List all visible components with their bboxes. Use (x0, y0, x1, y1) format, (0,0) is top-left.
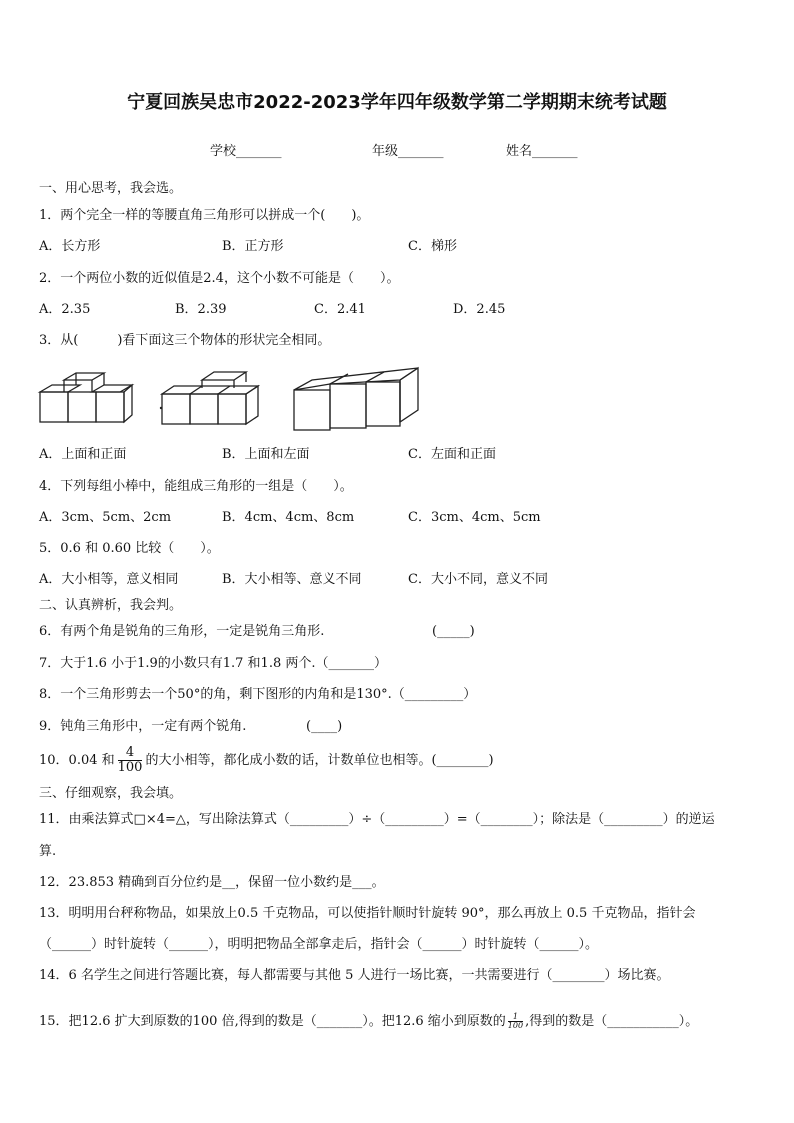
q3-option-a: A．上面和正面 (39, 447, 127, 462)
q15-numerator: 1 (508, 1013, 523, 1022)
q5-option-c: C．大小不同，意义不同 (408, 572, 548, 587)
q5-option-a: A．大小相等，意义相同 (39, 572, 179, 587)
q4-option-c: C．3cm、4cm、5cm (408, 510, 541, 525)
question-13-line-1: 13．明明用台秤称物品，如果放上0.5 千克物品，可以使指针顺时针旋转 90°，那么再放上 0.5 千克物品，指针会 (39, 906, 696, 921)
question-10 (39, 744, 494, 778)
q15-prefix: 15．把12.6 扩大到原数的100 倍,得到的数是（_______）。把12.6 缩小到原数的 (39, 1014, 506, 1029)
question-1: 1．两个完全一样的等腰直角三角形可以拼成一个( )。 (39, 208, 370, 223)
q3-option-b: B．上面和左面 (222, 447, 310, 462)
question-15 (39, 1008, 698, 1036)
q10-suffix: 的大小相等，都化成小数的话，计数单位也相等。(________) (145, 753, 494, 768)
q1-option-c: C．梯形 (408, 239, 457, 254)
q4-option-a: A．3cm、5cm、2cm (39, 510, 172, 525)
name-field: 姓名_______ (506, 144, 578, 159)
question-11-line-1: 11．由乘法算式□×4=△，写出除法算式（_________）÷（_________）=（________）；除法是（_________）的逆运 (39, 812, 715, 827)
question-4: 4．下列每组小棒中，能组成三角形的一组是（ ）。 (39, 479, 353, 494)
page-title: 宁夏回族吴忠市2022-2023学年四年级数学第二学期期末统考试题 (127, 92, 667, 113)
question-2: 2．一个两位小数的近似值是2.4，这个小数不可能是（ ）。 (39, 271, 400, 286)
fraction-4-over-100 (118, 746, 143, 775)
question-9: 9．钝角三角形中，一定有两个锐角. (39, 719, 247, 734)
section-3-heading: 三、仔细观察，我会填。 (39, 786, 183, 801)
question-13-line-2: （______）时针旋转（______），明明把物品全部拿走后，指针会（______）时针旋转（______）。 (39, 937, 599, 952)
q2-option-b: B．2.39 (175, 302, 227, 317)
fraction-1-over-100 (508, 1013, 523, 1030)
q2-option-a: A．2.35 (39, 302, 91, 317)
q10-prefix: 10．0.04 和 (39, 753, 115, 768)
cube-figure-1 (36, 370, 136, 426)
q2-option-d: D．2.45 (453, 302, 506, 317)
q3-option-c: C．左面和正面 (408, 447, 496, 462)
q15-denominator: 100 (507, 1021, 524, 1030)
q2-option-c: C．2.41 (314, 302, 366, 317)
question-14: 14．6 名学生之间进行答题比赛，每人都需要与其他 5 人进行一场比赛，一共需要进行（________）场比赛。 (39, 968, 670, 983)
question-7: 7．大于1.6 小于1.9的小数只有1.7 和1.8 两个.（_______） (39, 656, 387, 671)
question-5: 5．0.6 和 0.60 比较（ ）。 (39, 541, 220, 556)
question-11-line-2: 算. (39, 844, 57, 859)
q5-option-b: B．大小相等、意义不同 (222, 572, 362, 587)
question-6: 6．有两个角是锐角的三角形，一定是锐角三角形. (39, 624, 325, 639)
q1-option-a: A．长方形 (39, 239, 101, 254)
q1-option-b: B．正方形 (222, 239, 284, 254)
q15-suffix: ,得到的数是（___________）。 (525, 1014, 699, 1029)
question-3: 3．从( )看下面这三个物体的形状完全相同。 (39, 333, 331, 348)
q10-denominator: 100 (117, 760, 143, 775)
grade-field: 年级_______ (372, 144, 444, 159)
school-field: 学校_______ (210, 144, 282, 159)
q4-option-b: B．4cm、4cm、8cm (222, 510, 355, 525)
q10-numerator: 4 (118, 746, 143, 761)
cube-figure-2 (158, 368, 270, 428)
section-2-heading: 二、认真辨析，我会判。 (39, 598, 183, 613)
section-1-heading: 一、用心思考，我会选。 (39, 181, 183, 196)
q6-answer-blank[interactable]: (_____) (432, 624, 475, 639)
q9-answer-blank[interactable]: (____) (306, 719, 343, 734)
question-12: 12．23.853 精确到百分位约是__，保留一位小数约是___。 (39, 875, 385, 890)
cube-figure-3 (290, 364, 422, 434)
question-8: 8．一个三角形剪去一个50°的角，剩下图形的内角和是130°.（_________） (39, 687, 477, 702)
